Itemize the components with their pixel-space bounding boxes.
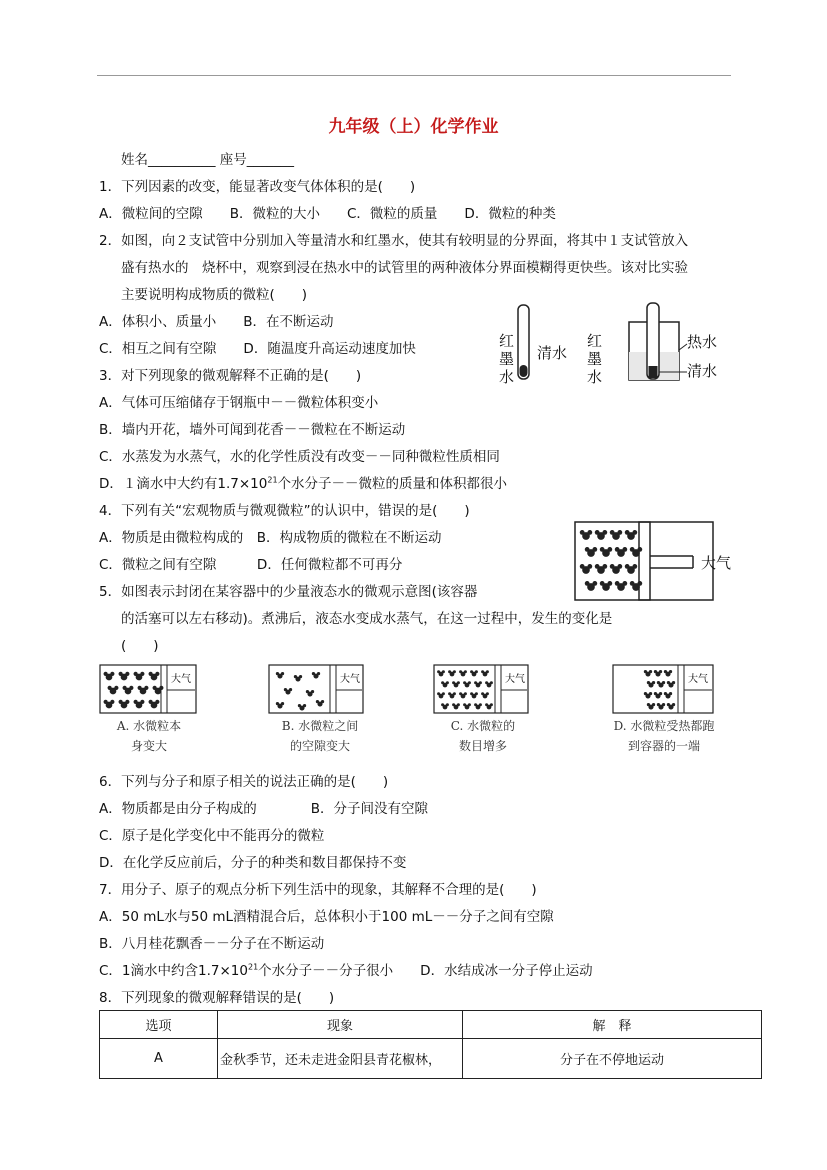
- water-molecule-dot: [303, 704, 306, 707]
- water-molecule-dot: [149, 700, 153, 704]
- water-molecule-dot: [632, 564, 637, 569]
- water-molecule-dot: [276, 672, 279, 675]
- option-a-caption: A. 水微粒本 身变大: [116, 719, 182, 753]
- label-water-2: 水: [587, 368, 603, 386]
- water-molecule-dot: [134, 700, 138, 704]
- water-molecule-dot: [667, 681, 670, 684]
- water-molecule-dot: [463, 703, 466, 706]
- water-molecule-dot: [129, 686, 133, 690]
- water-molecule-dot: [662, 681, 665, 684]
- water-molecule-dot: [625, 564, 630, 569]
- water-molecule-dot: [119, 700, 123, 704]
- table-row: [100, 1039, 762, 1079]
- q8: 8．下列现象的微观解释错误的是( ): [99, 990, 335, 1006]
- water-molecule-dot: [446, 703, 449, 706]
- label-ink: 墨: [499, 350, 515, 368]
- water-molecule-dot: [446, 681, 449, 684]
- q5-container-figure: [573, 520, 738, 602]
- table-header-row: [100, 1011, 762, 1039]
- option-a-atmosphere: 大气: [171, 674, 191, 685]
- water-molecule-dot: [155, 700, 159, 704]
- water-molecule-dot: [442, 692, 445, 695]
- water-molecule-dot: [647, 703, 650, 706]
- water-molecule-dot: [289, 688, 292, 691]
- water-molecule-dot: [486, 692, 489, 695]
- water-molecule-dot: [119, 672, 123, 676]
- q2-option-ab: A．体积小、质量小 B．在不断运动: [99, 314, 334, 330]
- water-molecule-dot: [448, 692, 451, 695]
- water-molecule-dot: [134, 672, 138, 676]
- q3-option-c: C．水蒸发为水蒸气，水的化学性质没有改变－－同种微粒性质相同: [99, 449, 500, 465]
- label-red-2: 红: [587, 332, 603, 350]
- water-molecule-dot: [610, 564, 615, 569]
- label-hot-water: 热水: [687, 333, 718, 351]
- water-molecule-dot: [580, 530, 585, 535]
- water-molecule-dot: [470, 670, 473, 673]
- water-molecule-dot: [281, 672, 284, 675]
- water-molecule-dot: [125, 700, 129, 704]
- header-explanation: 解 释: [463, 1011, 762, 1039]
- water-molecule-dot: [602, 564, 607, 569]
- water-molecule-dot: [140, 700, 144, 704]
- water-molecule-dot: [316, 700, 319, 703]
- header-phenomenon: 现象: [218, 1011, 463, 1039]
- q6: 6．下列与分子和原子相关的说法正确的是( ): [99, 774, 389, 790]
- cell-option: A: [100, 1039, 218, 1079]
- water-molecule-dot: [667, 703, 670, 706]
- water-molecule-dot: [110, 672, 114, 676]
- cell-phenomenon: 金秋季节，还未走进金阳县青花椒林，: [218, 1039, 463, 1079]
- water-molecule-dot: [486, 670, 489, 673]
- water-molecule-dot: [306, 690, 309, 693]
- q5: 5．如图表示封闭在某容器中的少量液态水的微观示意图(该容器: [99, 584, 478, 600]
- water-molecule-dot: [479, 681, 482, 684]
- water-molecule-dot: [459, 670, 462, 673]
- water-molecule-dot: [481, 670, 484, 673]
- water-molecule-dot: [104, 672, 108, 676]
- piston: [639, 522, 650, 600]
- q7-option-b: B．八月桂花飘香－－分子在不断运动: [99, 936, 325, 952]
- water-molecule-dot: [485, 703, 488, 706]
- water-molecule-dot: [580, 564, 585, 569]
- water-molecule-dot: [448, 670, 451, 673]
- water-molecule-dot: [490, 681, 493, 684]
- q3-option-b: B．墙内开花，墙外可闻到花香－－微粒在不断运动: [99, 422, 406, 438]
- q5-option-b-figure: [268, 664, 364, 714]
- water-molecule-dot: [617, 530, 622, 535]
- water-molecule-dot: [299, 675, 302, 678]
- water-molecule-dot: [311, 690, 314, 693]
- water-molecule-dot: [615, 581, 620, 586]
- option-b-atmosphere: 大气: [340, 674, 360, 685]
- water-molecule-dot: [464, 692, 467, 695]
- water-molecule-dot: [637, 547, 642, 552]
- water-molecule-dot: [453, 692, 456, 695]
- water-molecule-dot: [652, 703, 655, 706]
- page-title: 九年级（上）化学作业: [328, 117, 499, 137]
- water-molecule-dot: [481, 692, 484, 695]
- water-molecules: [580, 530, 642, 591]
- water-molecule-dot: [470, 692, 473, 695]
- option-d-caption: D. 水微粒受热都跑 到容器的一端: [613, 719, 715, 753]
- water-molecule-dot: [630, 547, 635, 552]
- hot-pointer: [679, 344, 687, 350]
- water-molecule-dot: [664, 670, 667, 673]
- water-molecule-dot: [669, 692, 672, 695]
- water-molecule-dot: [610, 530, 615, 535]
- water-molecule-dot: [474, 681, 477, 684]
- label-water: 水: [499, 368, 515, 386]
- water-molecule-dot: [453, 670, 456, 673]
- water-molecule-dot: [607, 547, 612, 552]
- water-molecule-dot: [459, 692, 462, 695]
- label-red: 红: [499, 332, 515, 350]
- water-molecule-dot: [595, 564, 600, 569]
- water-molecule-dot: [104, 700, 108, 704]
- q6-option-c: C．原子是化学变化中不能再分的微粒: [99, 828, 325, 844]
- q2-cont-1: 盛有热水的 烧杯中，观察到浸在热水中的试管里的两种液体分界面模糊得更快些。该对比实验: [121, 260, 688, 276]
- water-molecule-dot: [441, 681, 444, 684]
- water-molecule-dot: [474, 703, 477, 706]
- water-molecule-dot: [155, 672, 159, 676]
- water-molecule-dot: [437, 692, 440, 695]
- q2: 2．如图，向２支试管中分别加入等量清水和红墨水，使其有较明显的分界面，将其中１支试管放入: [99, 233, 689, 249]
- water-molecule-dot: [652, 681, 655, 684]
- water-molecule-dot: [464, 670, 467, 673]
- name-seat-line: 姓名__________ 座号_______: [121, 152, 295, 168]
- water-molecule-dot: [654, 670, 657, 673]
- water-molecule-dot: [637, 581, 642, 586]
- water-molecule-dot: [457, 703, 460, 706]
- water-molecule-dot: [321, 700, 324, 703]
- water-molecule-dot: [276, 702, 279, 705]
- water-molecule-dot: [490, 703, 493, 706]
- water-molecule-dot: [468, 703, 471, 706]
- water-molecule-dot: [625, 530, 630, 535]
- option-b-caption: B. 水微粒之间 的空隙变大: [281, 719, 359, 753]
- option-d-atmosphere: 大气: [688, 674, 708, 685]
- water-molecule-dot: [672, 681, 675, 684]
- water-molecule-dot: [441, 703, 444, 706]
- header-option: 选项: [100, 1011, 218, 1039]
- water-molecule-dot: [138, 686, 142, 690]
- water-molecule-dot: [592, 581, 597, 586]
- q7-option-cd: C．1滴水中约含$1.7\times 10^{21}$个水分子－－分子很小 D．水结成冰一分子停止运动: [99, 962, 593, 979]
- top-rule: [97, 75, 731, 76]
- water-molecule-dot: [298, 704, 301, 707]
- red-ink-layer: [520, 365, 528, 377]
- label-ink-2: 墨: [587, 350, 603, 368]
- water-molecule-dot: [657, 681, 660, 684]
- water-molecule-dot: [149, 672, 153, 676]
- water-molecule-dot: [622, 581, 627, 586]
- q3: 3．对下列现象的微观解释不正确的是( ): [99, 368, 362, 384]
- water-molecule-dot: [630, 581, 635, 586]
- water-molecule-dot: [592, 547, 597, 552]
- water-molecule-dot: [664, 692, 667, 695]
- water-molecule-dot: [114, 686, 118, 690]
- water-molecule-dot: [452, 703, 455, 706]
- water-molecule-dot: [475, 670, 478, 673]
- q5-option-a-figure: [99, 664, 197, 714]
- water-molecule-dot: [159, 686, 163, 690]
- water-molecule-dot: [144, 686, 148, 690]
- water-molecule-dot: [452, 681, 455, 684]
- water-molecule-dot: [587, 564, 592, 569]
- beaker-red-ink: [649, 366, 658, 378]
- q6-option-d: D．在化学反应前后，分子的种类和数目都保持不变: [99, 855, 407, 871]
- water-molecule-dot: [294, 675, 297, 678]
- water-molecule-dot: [622, 547, 627, 552]
- water-molecule-dot: [585, 581, 590, 586]
- q8-table: [99, 1010, 762, 1079]
- option-c-atmosphere: 大气: [505, 674, 525, 685]
- water-molecule-dot: [587, 530, 592, 535]
- water-molecule-dot: [317, 672, 320, 675]
- q5-cont: 的活塞可以左右移动)。煮沸后，液态水变成水蒸气，在这一过程中，发生的变化是: [121, 611, 613, 627]
- water-molecule-dot: [110, 700, 114, 704]
- water-molecule-dot: [475, 692, 478, 695]
- water-molecule-dot: [632, 530, 637, 535]
- water-molecule-dot: [108, 686, 112, 690]
- water-molecule-dot: [607, 581, 612, 586]
- q2-cont-2: 主要说明构成物质的微粒( ): [121, 287, 308, 303]
- water-molecule-dot: [284, 688, 287, 691]
- water-molecule-dot: [617, 564, 622, 569]
- water-molecule-dot: [312, 672, 315, 675]
- water-molecule-dot: [600, 581, 605, 586]
- q5-paren: ( ): [121, 638, 159, 654]
- water-molecule-dot: [140, 672, 144, 676]
- q7-option-a: A．50 mL水与50 mL酒精混合后，总体积小于100 mL－－分子之间有空隙: [99, 909, 554, 925]
- water-molecule-dot: [657, 703, 660, 706]
- water-molecule-dot: [647, 681, 650, 684]
- water-molecule-dot: [600, 547, 605, 552]
- label-clean-water: 清水: [537, 344, 568, 362]
- water-molecule-dot: [662, 703, 665, 706]
- water-molecule-dot: [654, 692, 657, 695]
- cell-explanation: 分子在不停地运动: [463, 1039, 762, 1079]
- option-c-caption: C. 水微粒的 数目增多: [450, 719, 516, 753]
- q5-option-c-figure: [433, 664, 529, 714]
- water-molecule-dot: [649, 670, 652, 673]
- q7: 7．用分子、原子的观点分析下列生活中的现象，其解释不合理的是( ): [99, 882, 537, 898]
- q2-figure: [495, 300, 730, 400]
- water-molecule-dot: [485, 681, 488, 684]
- water-molecule-dot: [457, 681, 460, 684]
- water-molecule-dot: [153, 686, 157, 690]
- q5-option-d-figure: [612, 664, 714, 714]
- water-molecule-dot: [659, 670, 662, 673]
- water-molecule-dot: [442, 670, 445, 673]
- q2-option-cd: C．相互之间有空隙 D．随温度升高运动速度加快: [99, 341, 416, 357]
- water-molecule-dot: [649, 692, 652, 695]
- q1-options: A．微粒间的空隙 B．微粒的大小 C．微粒的质量 D．微粒的种类: [99, 206, 556, 222]
- water-molecule-dot: [615, 547, 620, 552]
- water-molecule-dot: [672, 703, 675, 706]
- water-molecule-dot: [281, 702, 284, 705]
- q6-option-ab: A．物质都是由分子构成的 B．分子间没有空隙: [99, 801, 428, 817]
- water-molecule-dot: [463, 681, 466, 684]
- q1: 1．下列因素的改变，能显著改变气体体积的是( ): [99, 179, 416, 195]
- q4-option-ab: A．物质是由微粒构成的 B．构成物质的微粒在不断运动: [99, 530, 442, 546]
- q4: 4．下列有关“宏观物质与微观微粒”的认识中，错误的是( ): [99, 503, 470, 519]
- water-molecule-dot: [123, 686, 127, 690]
- water-molecule-dot: [479, 703, 482, 706]
- atmosphere-label: 大气: [701, 554, 732, 572]
- water-molecule-dot: [602, 530, 607, 535]
- q3-option-d: D．１滴水中大约有$1.7\times 10^{21}$个水分子－－微粒的质量和体积都很小: [99, 475, 508, 492]
- label-clean-water-2: 清水: [687, 362, 718, 380]
- q3-option-a: A．气体可压缩储存于钢瓶中－－微粒体积变小: [99, 395, 379, 411]
- water-molecule-dot: [644, 692, 647, 695]
- q4-option-cd: C．微粒之间有空隙 D．任何微粒都不可再分: [99, 557, 403, 573]
- water-molecule-dot: [125, 672, 129, 676]
- water-molecule-dot: [669, 670, 672, 673]
- water-molecule-dot: [644, 670, 647, 673]
- water-molecule-dot: [585, 547, 590, 552]
- water-molecule-dot: [659, 692, 662, 695]
- water-molecule-dot: [595, 530, 600, 535]
- water-molecule-dot: [468, 681, 471, 684]
- water-molecule-dot: [437, 670, 440, 673]
